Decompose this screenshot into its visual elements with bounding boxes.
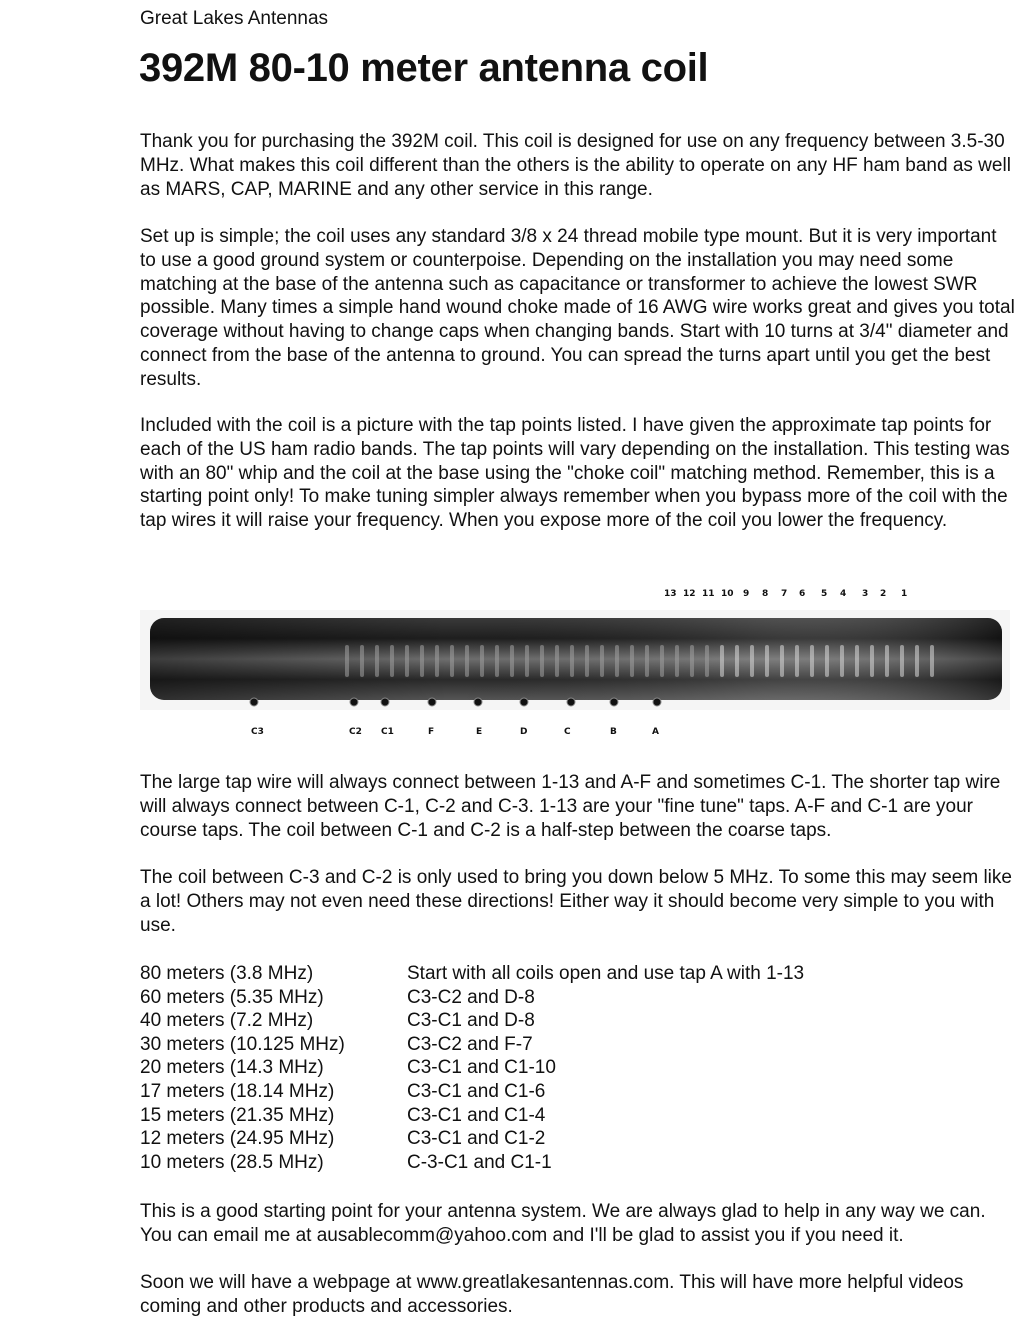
fine-tap-label: 9 (743, 589, 750, 599)
coarse-tap-label: C2 (349, 727, 362, 737)
band-setting: C-3-C1 and C1-1 (407, 1151, 552, 1173)
coil-winding (570, 645, 574, 677)
coil-winding (720, 645, 724, 677)
coil-winding (780, 645, 784, 677)
coil-winding (615, 645, 619, 677)
band-setting: Start with all coils open and use tap A with 1-13 (407, 963, 805, 984)
fine-tap-label: 4 (840, 589, 847, 599)
coil-winding (900, 645, 904, 677)
coil-winding (510, 645, 514, 677)
coil-winding (495, 645, 499, 677)
fine-tap-label: 10 (721, 589, 734, 599)
coil-winding (600, 645, 604, 677)
closing-paragraph: This is a good starting point for your antenna system. We are always glad to help in any way we can. You can email me at ausablecomm@yahoo.com and I'll be glad to assist you if you need it. (140, 1201, 986, 1246)
coil-winding (660, 645, 664, 677)
tap-hole (474, 698, 482, 706)
setup-paragraph: Set up is simple; the coil uses any standard 3/8 x 24 thread mobile type mount. But it is very important to use a good ground system or counterpoise. Depending on the installation you may need some matching at the base of the antenna such as capacitance or transformer to achieve the lowest SWR possible. Many times a simple hand wound choke made of 16 AWG wire works great and gives you total coverage without having to change caps when changing bands. Start with 10 turns at 3/4" diameter and connect from the base of the antenna to ground. You can spread the turns apart until you get the best results. (140, 226, 1015, 390)
fine-tap-label: 3 (862, 589, 869, 599)
band-name: 60 meters (5.35 MHz) (140, 986, 324, 1008)
coarse-tap-label: A (652, 727, 659, 737)
tap-hole (610, 698, 618, 706)
coil-winding (420, 645, 424, 677)
coil-winding (750, 645, 754, 677)
fine-tap-label: 5 (821, 589, 828, 599)
band-row (140, 1056, 804, 1080)
webpage-paragraph: Soon we will have a webpage at www.greatlakesantennas.com. This will have more helpful videos coming and other products and accessories. (140, 1272, 964, 1317)
band-setting: C3-C1 and C1-6 (407, 1080, 546, 1102)
coil-winding (435, 645, 439, 677)
band-name: 10 meters (28.5 MHz) (140, 1151, 324, 1173)
page-title: 392M 80-10 meter antenna coil (139, 46, 709, 90)
coil-winding (585, 645, 589, 677)
band-name: 17 meters (18.14 MHz) (140, 1080, 335, 1102)
coil-winding (450, 645, 454, 677)
coil-winding (765, 645, 769, 677)
coil-winding (735, 645, 739, 677)
coil-winding (810, 645, 814, 677)
band-name: 12 meters (24.95 MHz) (140, 1128, 335, 1150)
fine-tap-label: 7 (781, 589, 788, 599)
band-settings-list (140, 962, 804, 1174)
coil-winding (690, 645, 694, 677)
band-setting: C3-C1 and C1-10 (407, 1057, 556, 1079)
tap-hole (350, 698, 358, 706)
coil-winding (525, 645, 529, 677)
coil-winding (855, 645, 859, 677)
band-row (140, 1033, 804, 1057)
coil-winding (885, 645, 889, 677)
band-row (140, 1080, 804, 1104)
coarse-tap-label: C1 (381, 727, 394, 737)
coil-winding (795, 645, 799, 677)
band-setting: C3-C2 and F-7 (407, 1033, 533, 1055)
coil-winding (675, 645, 679, 677)
band-row (140, 986, 804, 1010)
coil-winding (375, 645, 379, 677)
tap-hole (428, 698, 436, 706)
coil-winding (390, 645, 394, 677)
fine-tap-label: 11 (702, 589, 715, 599)
band-row (140, 1151, 804, 1175)
band-row (140, 1127, 804, 1151)
coarse-tap-label: D (520, 727, 528, 737)
band-name: 80 meters (3.8 MHz) (140, 963, 314, 984)
coarse-tap-label: E (476, 727, 483, 737)
band-setting: C3-C1 and C1-4 (407, 1104, 546, 1126)
tap-hole (250, 698, 258, 706)
coil-winding (645, 645, 649, 677)
tap-hole (567, 698, 575, 706)
coil-winding (930, 645, 934, 677)
coil-winding (840, 645, 844, 677)
fine-tap-label: 2 (880, 589, 887, 599)
included-paragraph: Included with the coil is a picture with the tap points listed. I have given the approximate tap points for each of the US ham radio bands. The tap points will vary depending on the installation. This testing was with an 80" whip and the coil at the base using the "choke coil" matching method. Remember, this is a starting point only! To make tuning simpler always remember when you bypass more of the coil with the tap wires it will raise your frequency. When you expose more of the coil you lower the frequency. (140, 415, 1010, 532)
coil-winding (555, 645, 559, 677)
fine-tap-label: 12 (683, 589, 696, 599)
band-name: 15 meters (21.35 MHz) (140, 1104, 335, 1126)
intro-paragraph: Thank you for purchasing the 392M coil. This coil is designed for use on any frequency between 3.5-30 MHz. What makes this coil different than the others is the ability to operate on any HF ham band as well as MARS, CAP, MARINE and any other service in this range. (140, 131, 1011, 200)
fine-tap-label: 6 (799, 589, 806, 599)
coarse-tap-label: B (610, 727, 617, 737)
coil-winding (825, 645, 829, 677)
coil-winding (705, 645, 709, 677)
c3-c2-paragraph: The coil between C-3 and C-2 is only used to bring you down below 5 MHz. To some this may seem like a lot! Others may not even need these directions! Either way it should become very simple to you with use. (140, 867, 1012, 936)
tap-hole (653, 698, 661, 706)
coil-winding (540, 645, 544, 677)
coil-winding (360, 645, 364, 677)
coil-winding (915, 645, 919, 677)
coil-winding (480, 645, 484, 677)
coarse-tap-label: C3 (251, 727, 264, 737)
fine-tap-label: 8 (762, 589, 769, 599)
coil-winding (345, 645, 349, 677)
tap-hole (520, 698, 528, 706)
coil-winding (405, 645, 409, 677)
band-name: 20 meters (14.3 MHz) (140, 1057, 324, 1079)
coil-photo (140, 610, 1010, 710)
fine-tap-label: 1 (901, 589, 908, 599)
band-setting: C3-C2 and D-8 (407, 986, 535, 1008)
band-row (140, 1009, 804, 1033)
coil-winding (630, 645, 634, 677)
band-name: 40 meters (7.2 MHz) (140, 1010, 314, 1032)
tap-hole (381, 698, 389, 706)
tap-wire-paragraph: The large tap wire will always connect between 1-13 and A-F and sometimes C-1. The shorter tap wire will always connect between C-1, C-2 and C-3. 1-13 are your "fine tune" taps. A-F and C-1 are your course taps. The coil between C-1 and C-2 is a half-step between the coarse taps. (140, 772, 1001, 841)
coarse-tap-label: F (428, 727, 435, 737)
coil-winding (465, 645, 469, 677)
band-row (140, 1104, 804, 1128)
band-row (140, 962, 804, 986)
fine-tap-label: 13 (664, 589, 677, 599)
coil-winding (870, 645, 874, 677)
band-name: 30 meters (10.125 MHz) (140, 1033, 345, 1055)
coarse-tap-label: C (564, 727, 571, 737)
band-setting: C3-C1 and C1-2 (407, 1128, 546, 1150)
band-setting: C3-C1 and D-8 (407, 1010, 535, 1032)
company-name: Great Lakes Antennas (140, 8, 329, 29)
